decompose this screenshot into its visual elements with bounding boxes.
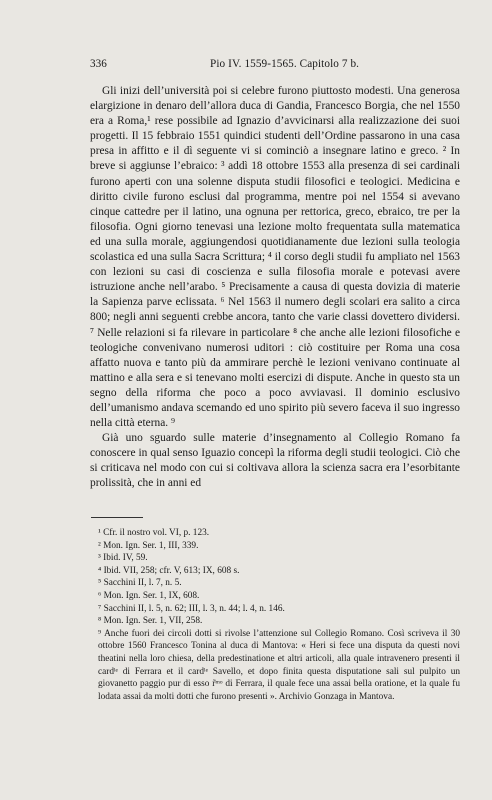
main-text [90, 84, 460, 492]
footnote-separator [91, 517, 143, 518]
paragraph-2: Già uno sguardo sulle materie d’insegnamento al Collegio Romano fa conoscere in qual senso Iguazio concepì la riforma degli studii teologici. Ciò che si criticava nel modo con cui si coltivava allora la scienza sacra era l’esorbitante prolissità, che in anni ed [90, 432, 460, 490]
paragraph-1: Gli inizi dell’università poi si celebre furono piuttosto modesti. Una generosa elargizione in denaro dell’allora duca di Gandia, Francesco Borgia, che nel 1550 era a Roma,¹ rese possibile ad Ignazio d’avvicinarsi alla realizzazione dei suoi progetti. Il 15 febbraio 1551 quindici studenti dell’Ordine passarono in una casa presa in affitto e il dì seguente vi si cominciò a insegnare latino e greco. ² In breve si aggiunse l’ebraico: ³ addì 18 ottobre 1553 alla presenza di sei cardinali furono aperti con una solenne disputa studii filosofici e teologici. Medicina e diritto civile furono esclusi dal programma, mentre poi nel 1554 si avevano cinque cattedre per il latino, una ognuna per rettorica, greco, ebraico, tre per la filosofia. Ogni giorno tenevasi una lezione molto frequentata sulla matematica ed una sulla morale, aggiungendosi quotidianamente due lezioni sulla teologia scolastica ed una sulla Sacra Scrittura; ⁴ il corso degli studii fu ampliato nel 1563 con lezioni su casi di coscienza e sulla filosofia morale e potevasi avere istruzione anche nell’arabo. ⁵ Precisamente a causa di questa dovizia di materie la Sapienza parve eclissata. ⁶ Nel 1563 il numero degli scolari era salito a circa 800; negli anni seguenti crebbe ancora, tanto che varie classi dovettero dividersi. ⁷ Nelle relazioni si fa rilevare in particolare ⁸ che anche alle lezioni filosofiche e teologiche convenivano numerosi uditori : ciò costituire per Roma una cosa affatto nuova e tanto più da ammirare perchè le lezioni venivano continuate al mattino e alla sera e si tenevano molti esercizi di dispute. Anche in questo sta un segno della riforma che poco a poco avviavasi. Il dominio esclusivo dell’umanismo andava scemando ed uno spirito più severo faceva il suo ingresso nella città eterna. ⁹ [90, 85, 460, 430]
footnotes [98, 527, 460, 703]
footnote-9: ⁹ Anche fuori dei circoli dotti si rivolse l’attenzione sul Collegio Romano. Così scriveva il 30 ottobre 1560 Francesco Tonina al duca di Mantova: « Heri si fece una disputa da questi novi theatini nella loro chiesa, della predestinatione et altri articoli, alla quale intravenero presenti il cardˡᵉ di Ferrara et il cardˡᵉ Savello, et dopo finita questa disputatione sali sul pulpito un giovanetto paggio pur di esso r̃ᵐᵒ di Ferrara, il quale fece una assai bella oratione, et la quale fu lodata assai da molti dotti che furono presenti ». Archivio Gonzaga in Mantova. [98, 628, 460, 702]
footnote-6: ⁶ Mon. Ign. Ser. 1, IX, 608. [98, 590, 200, 601]
footnote-2: ² Mon. Ign. Ser. 1, III, 339. [98, 540, 199, 551]
footnote-5: ⁵ Sacchini II, l. 7, n. 5. [98, 578, 182, 589]
footnote-3: ³ Ibid. IV, 59. [98, 553, 148, 564]
running-title: Pio IV. 1559-1565. Capitolo 7 b. [210, 58, 360, 70]
footnote-7: ⁷ Sacchini II, l. 5, n. 62; III, l. 3, n. 44; l. 4, n. 146. [98, 603, 285, 614]
footnote-8: ⁸ Mon. Ign. Ser. 1, VII, 258. [98, 616, 203, 627]
page-number: 336 [90, 58, 107, 70]
footnote-4: ⁴ Ibid. VII, 258; cfr. V, 613; IX, 608 s. [98, 565, 240, 576]
running-head [90, 58, 460, 74]
footnote-1: ¹ Cfr. il nostro vol. VI, p. 123. [98, 528, 210, 538]
